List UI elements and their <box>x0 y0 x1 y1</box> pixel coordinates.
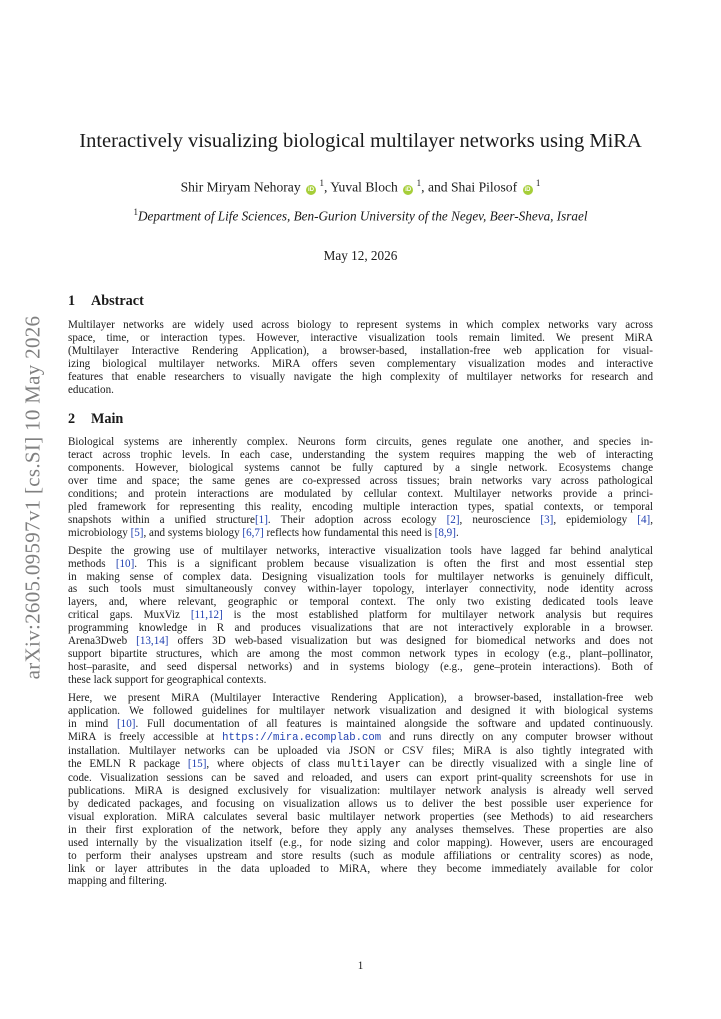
main-paragraph-3 <box>68 692 653 888</box>
section-main <box>68 411 653 888</box>
text-line: izing biological multilayer networks. MiRA offers seven complementary visualization modes and interactive <box>68 357 653 370</box>
page-number: 1 <box>357 960 364 972</box>
author-name: Shir Miryam Nehoray <box>180 179 301 195</box>
paper-title: Interactively visualizing biological multilayer networks using MiRA <box>79 130 642 152</box>
text-line: critical gaps. MuxViz [11,12] is the most established platform for multilayer network analysis but requires <box>68 609 653 622</box>
text-line: by dedicated packages, and focusing on visualization allows us to deliver the best possible user experience for <box>68 797 653 810</box>
citation-link[interactable]: [3] <box>540 513 554 526</box>
main-paragraph-1 <box>68 436 653 540</box>
text-line: as such tools must simultaneously convey within-layer topology, interlayer connectivity, node identity across <box>68 583 653 596</box>
text-line: snapshots within a unified structure[1]. Their adoption across ecology [2], neuroscience [3], epidemiology [4], <box>68 513 653 526</box>
inline-code: multilayer <box>337 758 402 771</box>
text-line: code. Visualization sessions can be saved and reloaded, and users can export print-quality screenshots for use in <box>68 771 653 784</box>
text-line: microbiology [5], and systems biology [6,7] reflects how fundamental this need is [8,9]. <box>68 526 459 539</box>
text-line: Despite the growing use of multilayer networks, interactive visualization tools have lagged far behind analytical <box>68 544 653 557</box>
author-name: Yuval Bloch <box>330 179 398 195</box>
orcid-icon[interactable]: iD <box>405 186 412 193</box>
text-line: installation. Multilayer networks can be uploaded via JSON or CSV files; MiRA is also tightly integrated with <box>68 744 653 757</box>
publication-date: May 12, 2026 <box>323 248 398 263</box>
conjunction: and <box>427 179 448 195</box>
text-line: mapping and filtering. <box>68 875 167 888</box>
text-line: education. <box>68 383 114 396</box>
text-line: over time and space; the same genes are co-expressed across tissues; brain networks vary across pathological <box>68 474 653 487</box>
text-line: visual exploration. MiRA calculates several basic multilayer network properties (see Methods) to aid researchers <box>68 810 653 823</box>
section-number: 1 <box>68 293 76 309</box>
text-line: features that enable researchers to visually navigate the high complexity of multilayer networks for research and <box>68 370 653 383</box>
section-number: 2 <box>68 411 76 427</box>
arxiv-identifier: arXiv:2605.09597v1 [cs.SI] 10 May 2026 <box>20 315 45 680</box>
affiliation-marker: 1 <box>133 207 138 217</box>
text-line: to perform their analyses upstream and store results (such as module affiliations or centrality scores) as node, <box>68 849 653 862</box>
affiliation-marker: 1 <box>535 178 541 188</box>
text-line: space, time, or interaction types. However, interactive visualization tools remain limited. We present MiRA <box>68 331 653 344</box>
text-line: teract across trophic levels. In each case, understanding the system requires mapping the web of interacting <box>68 448 653 461</box>
affiliation <box>0 207 721 224</box>
text-line: pled framework for representing this reality, encoding multiple interaction types, spatial contexts, or temporal <box>68 500 653 513</box>
text-line: in mind [10]. Full documentation of all features is maintained alongside the software and updated continuously. <box>68 718 653 731</box>
arxiv-sidebar-stamp <box>18 300 48 695</box>
text-line: used internally by the visualization itself (e.g., for node sizing and color mapping). However, users are encouraged <box>68 836 653 849</box>
text-line: Biological systems are inherently complex. Neurons form circuits, genes regulate one another, and species in- <box>68 436 653 448</box>
text-line: in their first exploration of the network, before they apply any analyses themselves. These properties are also <box>68 823 653 836</box>
text-line: programming knowledge in R and produces visualizations that are not interactively explorable in a browser. <box>68 622 653 635</box>
citation-link[interactable]: [4] <box>637 513 651 526</box>
text-line: MiRA is freely accessible at https://mira.ecomplab.com and runs directly on any computer browser without <box>68 730 653 744</box>
abstract-paragraph <box>68 319 653 397</box>
mira-url-link[interactable]: https://mira.ecomplab.com <box>222 731 382 744</box>
text-line: components. However, biological systems cannot be fully captured by a single network. Ecosystems change <box>68 461 653 474</box>
section-heading <box>68 411 653 428</box>
main-paragraph-2 <box>68 545 653 687</box>
text-line: Multilayer networks are widely used across biology to represent systems in which complex networks vary across <box>68 319 653 331</box>
text-line: layers, and, where relevant, geographic or temporal context. The only two existing dedicated tools leave <box>68 596 653 609</box>
text-line: methods [10]. This is a significant problem because visualization is often the first and most essential step <box>68 557 653 570</box>
text-line: publications. MiRA is designed exclusively for visualization: multilayer network analysis is already well served <box>68 784 653 797</box>
citation-link[interactable]: [10] <box>116 718 136 731</box>
text-line: Here, we present MiRA (Multilayer Interactive Rendering Application), a browser-based, installation-free web <box>68 692 653 705</box>
author-list: Shir Miryam Nehoray iD $^1$, Yuval Bloch iD $^1$, and Shai Pilosof iD $^1$ <box>180 178 541 195</box>
text-line: conditions; and protein interactions are modulated by cellular context. Multilayer networks provide a princi- <box>68 487 653 500</box>
text-line: in making sense of complex data. Designing visualization tools for multilayer networks is genuinely difficult, <box>68 570 653 583</box>
citation-link[interactable]: [2] <box>446 513 460 526</box>
text-line: these lack support for geographical contexts. <box>68 674 267 687</box>
section-heading <box>68 293 653 310</box>
text-line: host–parasite, and seed dispersal networks) and in systems biology (e.g., gene–protein interactions). Both of <box>68 661 653 674</box>
affiliation-marker: 1 <box>319 178 324 188</box>
orcid-icon[interactable]: iD <box>308 186 315 193</box>
citation-link[interactable]: [6,7] <box>242 526 264 539</box>
citation-link[interactable]: [10] <box>115 557 135 570</box>
text-line: application. We followed guidelines for multilayer network visualization and designed it with biological systems <box>68 705 653 718</box>
author-name: Shai Pilosof <box>451 179 518 195</box>
section-title: Abstract <box>91 293 144 309</box>
text-line: (Multilayer Interactive Rendering Application), a browser-based, installation-free web application for visual- <box>68 344 653 357</box>
section-abstract <box>68 293 653 397</box>
orcid-icon[interactable]: iD <box>524 186 531 193</box>
text-line: Arena3Dweb [13,14] offers 3D web-based visualization but was designed for biomedical networks and does not <box>68 635 653 648</box>
affiliation-marker: 1 <box>416 178 422 188</box>
citation-link[interactable]: [13,14] <box>136 635 169 648</box>
citation-link[interactable]: [11,12] <box>190 609 223 622</box>
text-line: support bipartite structures, which are among the most common network types in ecology (e.g., plant–pollinator, <box>68 648 653 661</box>
citation-link[interactable]: [8,9] <box>434 526 456 539</box>
citation-link[interactable]: [1] <box>254 513 268 526</box>
text-line: link or layer attributes in the data uploaded to MiRA, where they become immediately available for color <box>68 862 653 875</box>
citation-link[interactable]: [5] <box>130 526 144 539</box>
section-title: Main <box>91 411 124 427</box>
text-line: the EMLN R package [15], where objects of class multilayer can be directly visualized with a single line of <box>68 757 653 771</box>
affiliation-text: Department of Life Sciences, Ben-Gurion University of the Negev, Beer-Sheva, Israel <box>137 208 588 224</box>
citation-link[interactable]: [15] <box>187 757 207 770</box>
